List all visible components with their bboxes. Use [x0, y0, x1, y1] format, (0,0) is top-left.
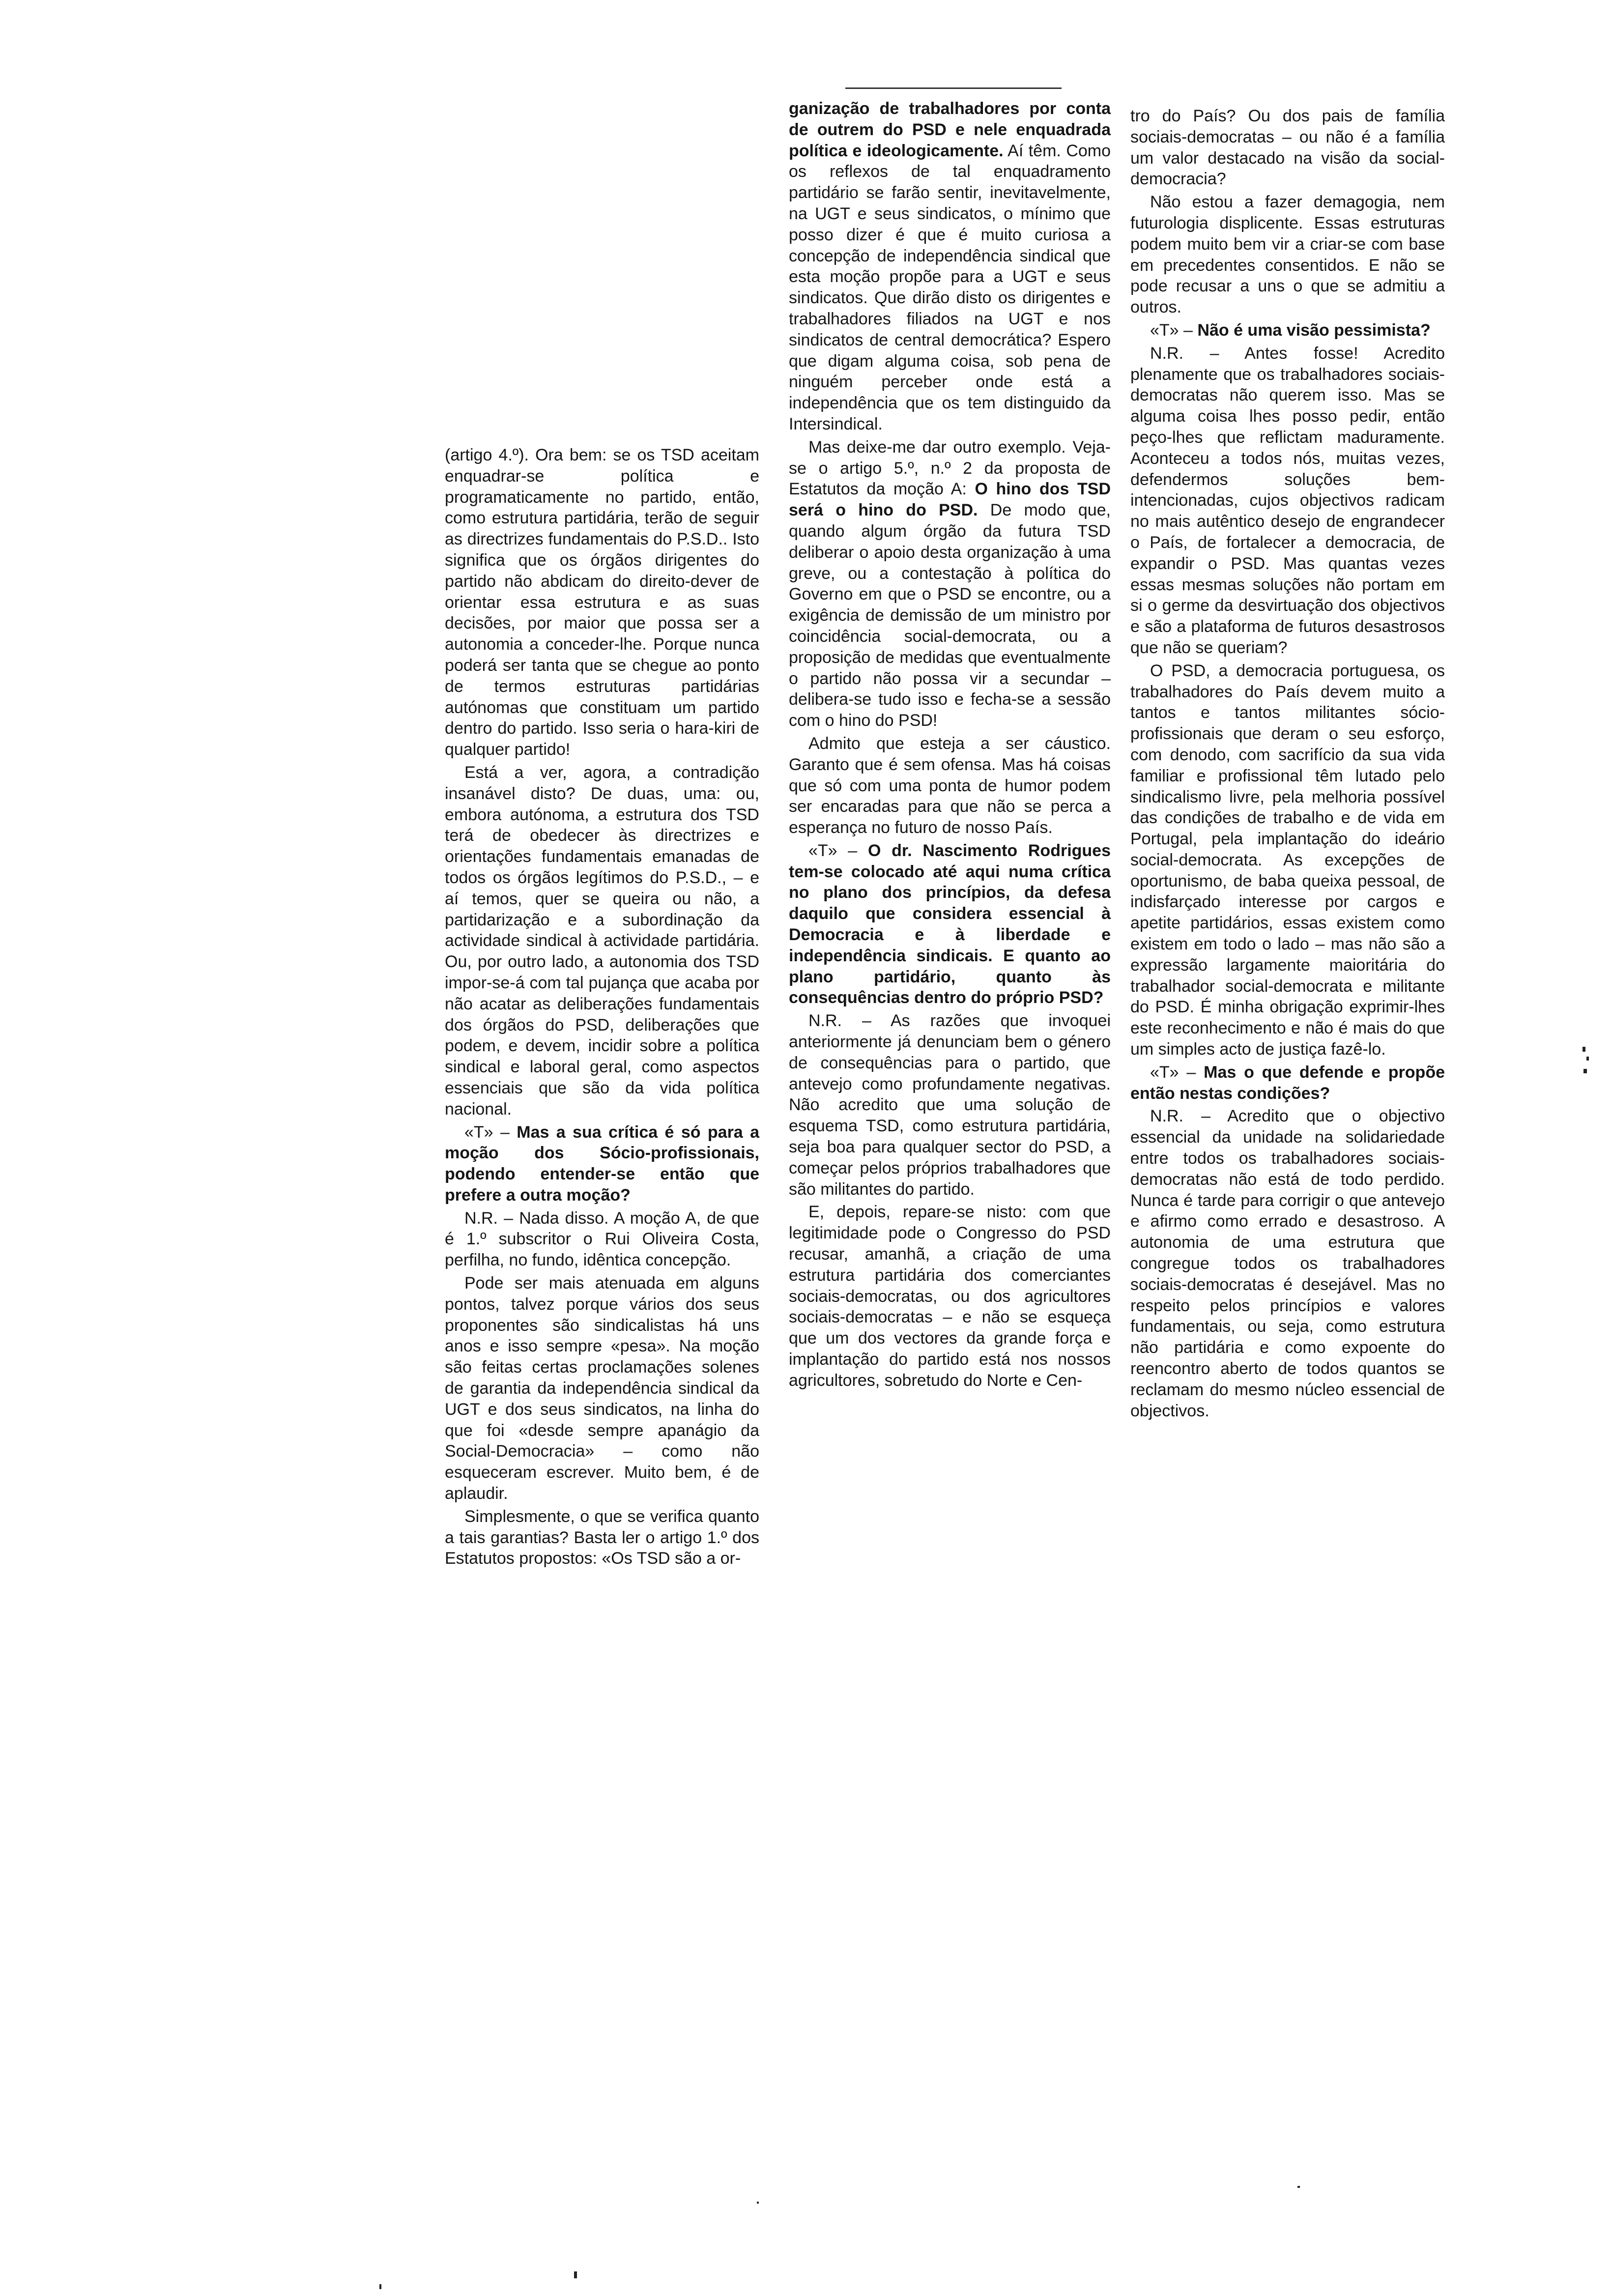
- paragraph: N.R. – Nada disso. A moção A, de que é 1.º subscritor o Rui Oliveira Costa, perfilha, no fundo, idêntica concepção.: [445, 1208, 759, 1270]
- paragraph: (artigo 4.º). Ora bem: se os TSD aceitam enquadrar-se política e programaticamente no partido, então, como estrutura partidária, terão de seguir as directrizes fundamentais do P.S.D.. Isto significa que os órgãos dirigentes do partido não abdicam do direito-dever de orientar essa estrutura e as suas decisões, por maior que possa ser a autonomia a conceder-lhe. Porque nunca poderá ser tanta que se chegue ao ponto de termos estruturas partidárias autónomas que constituam um partido dentro do partido. Isso seria o hara-kiri de qualquer partido!: [445, 446, 759, 759]
- paragraph: Mas deixe-me dar outro exemplo. Veja-se o artigo 5.º, n.º 2 da proposta de Estatutos da moção A: O hino dos TSD será o hino do PSD. De modo que, quando algum órgão da futura TSD deliberar o apoio desta organização à uma greve, ou a contestação à política do Governo em que o PSD se encontre, ou a exigência de demissão de um ministro por coincidência social-democrata, ou a proposição de medidas que eventualmente o partido não possa vir a secundar – delibera-se tudo isso e fecha-se a sessão com o hino do PSD!: [789, 437, 1111, 730]
- paragraph: O PSD, a democracia portuguesa, os trabalhadores do País devem muito a tantos e tantos militantes sócio-profissionais que deram o seu esforço, com denodo, com sacrifício da sua vida familiar e profissional têm lutado pelo sindicalismo livre, pela melhoria possível das condições de trabalho e de vida em Portugal, pela implantação do ideário social-democrata. As excepções de oportunismo, de baba queixa pessoal, de indisfarçado interesse por cargos e apetite partidários, essas existem como existem em todo o lado – mas não são a expressão largamente maioritária do trabalhador social-democrata e militante do PSD. É minha obrigação exprimir-lhes este reconhecimento e não é mais do que um simples acto de justiça fazê-lo.: [1130, 661, 1445, 1059]
- column-top-rule: [845, 87, 1062, 89]
- article-column-1: [445, 445, 759, 1569]
- interview-question: «T» – O dr. Nascimento Rodrigues tem-se colocado até aqui numa crítica no plano dos princípios, da defesa daquilo que considera essencial à Democracia e à liberdade e independência sindicais. E quanto ao plano partidário, quanto às consequências dentro do próprio PSD?: [789, 841, 1111, 1007]
- paragraph: Pode ser mais atenuada em alguns pontos, talvez porque vários dos seus proponentes são sindicalistas há uns anos e isso sempre «pesa». Na moção são feitas certas proclamações solenes de garantia da independência sindical da UGT e dos seus sindicatos, na linha do que foi «desde sempre apanágio da Social-Democracia» – como não esqueceram escrever. Muito bem, é de aplaudir.: [445, 1274, 759, 1503]
- paragraph: E, depois, repare-se nisto: com que legitimidade pode o Congresso do PSD recusar, amanhã, a criação de uma estrutura partidária dos comerciantes sociais-democratas, ou dos agricultores sociais-democratas – e não se esqueça que um dos vectores da grande força e implantação do partido está nos nossos agricultores, sobretudo do Norte e Cen-: [789, 1203, 1111, 1390]
- scan-speck: [379, 2284, 381, 2289]
- scan-speck: [574, 2271, 577, 2278]
- paragraph: Simplesmente, o que se verifica quanto a tais garantias? Basta ler o artigo 1.º dos Estatutos propostos: «Os TSD são a or-: [445, 1507, 759, 1568]
- interview-question: «T» – Mas o que defende e propõe então nestas condições?: [1130, 1062, 1445, 1103]
- paragraph: N.R. – Antes fosse! Acredito plenamente que os trabalhadores sociais-democratas não querem isso. Mas se alguma coisa lhes posso pedir, então peço-lhes que reflictam maduramente. Aconteceu a todos nós, muitas vezes, defendermos soluções bem-intencionadas, cujos objectivos radicam no mais autêntico desejo de engrandecer o País, de fortalecer a democracia, de expandir o PSD. Mas quantas vezes essas mesmas soluções não portam em si o germe da desvirtuação dos objectivos e são a plataforma de futuros desastrosos que não se queriam?: [1130, 344, 1445, 657]
- scan-speck: [757, 2202, 759, 2204]
- paragraph: ganização de trabalhadores por conta de outrem do PSD e nele enquadrada política e ideologicamente. Aí têm. Como os reflexos de tal enquadramento partidário se farão sentir, inevitavelmente, na UGT e seus sindicatos, o mínimo que posso dizer é que é muito curiosa a concepção de independência sindical que esta moção propõe para a UGT e seus sindicatos. Que dirão disto os dirigentes e trabalhadores filiados na UGT e nos sindicatos de central democrática? Espero que digam alguma coisa, sob pena de ninguém perceber onde está a independência que os tem distinguido da Intersindical.: [789, 99, 1111, 433]
- scan-speck: [1297, 2186, 1300, 2188]
- scan-speck: [1583, 1069, 1587, 1073]
- paragraph: Não estou a fazer demagogia, nem futurologia displicente. Essas estruturas podem muito bem vir a criar-se com base em precedentes consentidos. E não se pode recusar a uns o que se admitiu a outros.: [1130, 193, 1445, 317]
- scan-speck: [1583, 1047, 1585, 1052]
- article-column-3: [1130, 106, 1445, 1421]
- paragraph: tro do País? Ou dos pais de família sociais-democratas – ou não é a família um valor destacado na visão da social-democracia?: [1130, 107, 1445, 189]
- article-column-2: [789, 98, 1111, 1391]
- interview-question: «T» – Não é uma visão pessimista?: [1150, 320, 1431, 340]
- paragraph: Está a ver, agora, a contradição insanável disto? De duas, uma: ou, embora autónoma, a estrutura dos TSD terá de obedecer às directrizes e orientações fundamentais emanadas de todos os órgãos legítimos do P.S.D., – e aí temos, quer se queira ou não, a partidarização e a subordinação da actividade sindical à actividade partidária. Ou, por outro lado, a autonomia dos TSD impor-se-á com tal pujança que acaba por não acatar as deliberações fundamentais dos órgãos do PSD, deliberações que podem, e devem, incidir sobre a política sindical e laboral geral, como aspectos essenciais que são da vida política nacional.: [445, 763, 759, 1119]
- scan-speck: [1586, 1057, 1589, 1061]
- paragraph: N.R. – Acredito que o objectivo essencial da unidade na solidariedade entre todos os trabalhadores sociais-democratas não está de todo perdido. Nunca é tarde para corrigir o que antevejo e afirmo como errado e desastroso. A autonomia de uma estrutura que congregue todos os trabalhadores sociais-democratas é desejável. Mas no respeito pelos princípios e valores fundamentais, ou seja, como estrutura não partidária e como expoente do reencontro aberto de todos quantos se reclamam do mesmo núcleo essencial de objectivos.: [1130, 1107, 1445, 1420]
- paragraph: N.R. – As razões que invoquei anteriormente já denunciam bem o género de consequências para o partido, que antevejo como profundamente negativas. Não acredito que uma solução de esquema TSD, como estrutura partidária, seja boa para qualquer sector do PSD, a começar pelos próprios trabalhadores que são militantes do partido.: [789, 1011, 1111, 1199]
- paragraph: Admito que esteja a ser cáustico. Garanto que é sem ofensa. Mas há coisas que só com uma ponta de humor podem ser encaradas para que não se perca a esperança no futuro de nosso País.: [789, 734, 1111, 837]
- interview-question: «T» – Mas a sua crítica é só para a moção dos Sócio-profissionais, podendo entender-se então que prefere a outra moção?: [445, 1122, 759, 1205]
